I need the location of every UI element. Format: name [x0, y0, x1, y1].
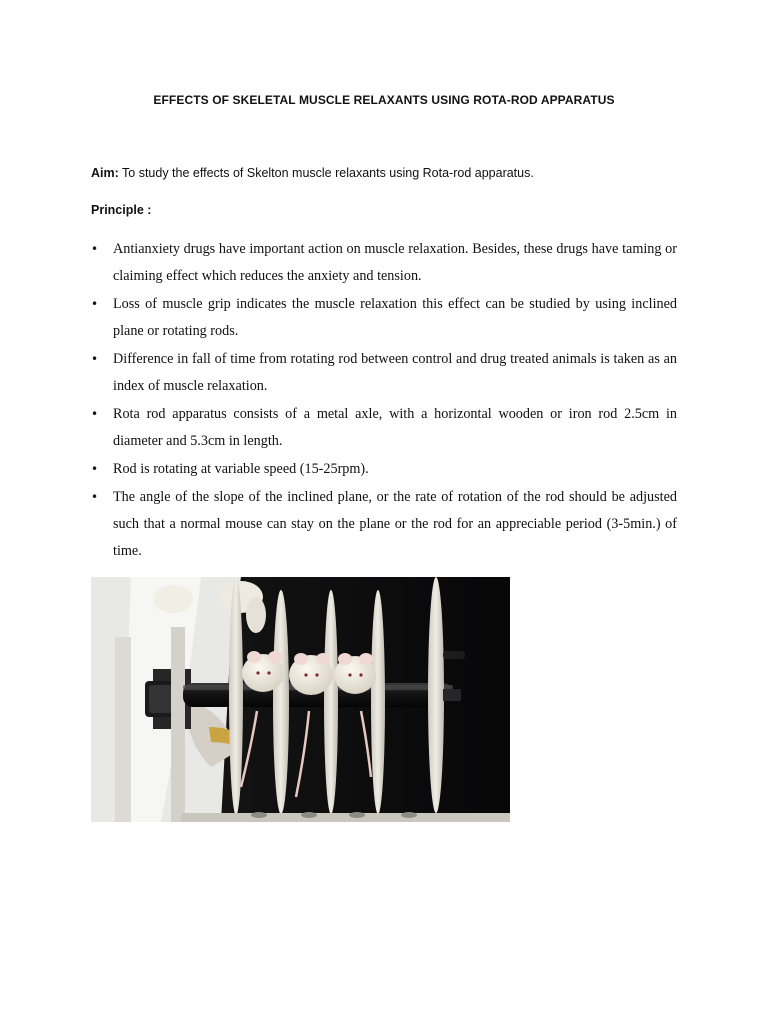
rota-rod-photo	[91, 577, 510, 822]
bullet-text: Rota rod apparatus consists of a metal axle, with a horizontal wooden or iron rod 2.5cm in diameter and 5.3cm in length.	[113, 406, 677, 449]
bullet-item	[91, 401, 677, 455]
bullet-text: Loss of muscle grip indicates the muscle relaxation this effect can be studied by using inclined plane or rotating rods.	[113, 296, 677, 339]
rota-rod-illustration	[91, 577, 510, 822]
bullet-text: Antianxiety drugs have important action on muscle relaxation. Besides, these drugs have taming or claiming effect which reduces the anxiety and tension.	[113, 241, 677, 284]
bullet-dot-icon: •	[91, 490, 99, 504]
document-title: EFFECTS OF SKELETAL MUSCLE RELAXANTS USING ROTA-ROD APPARATUS	[153, 93, 615, 107]
aim-label: Aim:	[91, 166, 119, 180]
aim-text: To study the effects of Skelton muscle relaxants using Rota-rod apparatus.	[118, 166, 534, 180]
bullet-dot-icon: •	[91, 352, 99, 366]
principle-bullet-list	[91, 236, 677, 566]
bullet-dot-icon: •	[91, 462, 99, 476]
bullet-dot-icon: •	[91, 297, 99, 311]
bullet-item	[91, 456, 677, 483]
principle-heading: Principle :	[91, 203, 152, 217]
bullet-item	[91, 484, 677, 565]
bullet-item	[91, 236, 677, 290]
aim-line	[91, 166, 691, 180]
bullet-dot-icon: •	[91, 407, 99, 421]
bullet-item	[91, 346, 677, 400]
bullet-text: Difference in fall of time from rotating rod between control and drug treated animals is taken as an index of muscle relaxation.	[113, 351, 677, 394]
bullet-text: The angle of the slope of the inclined plane, or the rate of rotation of the rod should be adjusted such that a normal mouse can stay on the plane or the rod for an appreciable period (3-5min.) of time.	[113, 489, 677, 559]
bullet-text: Rod is rotating at variable speed (15-25rpm).	[113, 461, 369, 477]
bullet-item	[91, 291, 677, 345]
bullet-dot-icon: •	[91, 242, 99, 256]
